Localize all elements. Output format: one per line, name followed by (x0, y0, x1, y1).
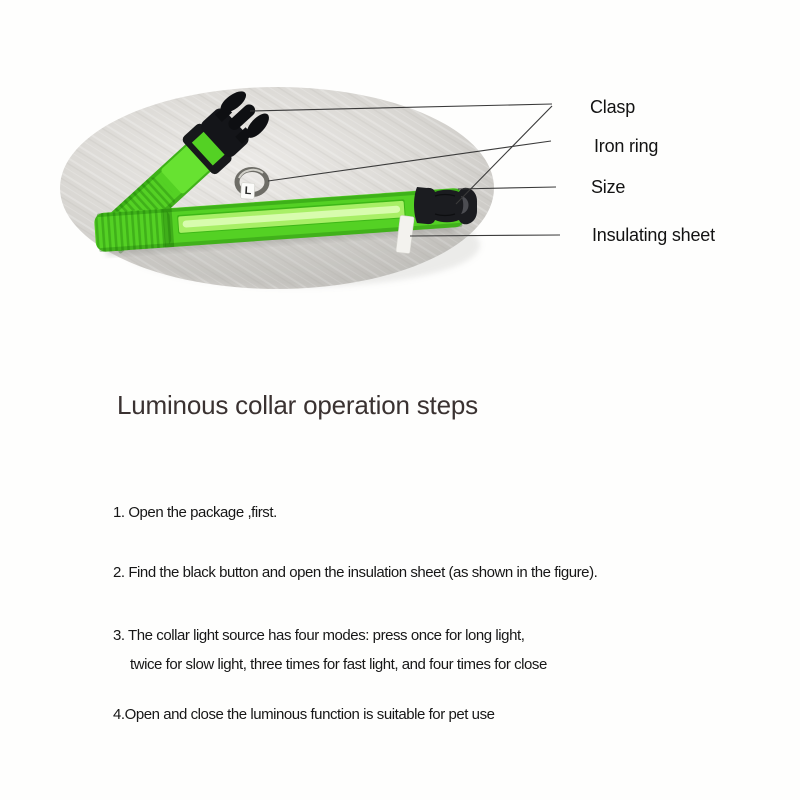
part-label-insulating-sheet: Insulating sheet (592, 225, 715, 245)
instruction-step-3 (113, 621, 547, 679)
collar-diagram (0, 0, 800, 330)
step-text: 4.Open and close the luminous function is suitable for pet use (113, 706, 495, 723)
part-label-iron-ring: Iron ring (594, 136, 659, 156)
part-label-clasp: Clasp (590, 97, 636, 117)
product-photo (0, 0, 800, 330)
size-tag-letter: L (244, 184, 252, 198)
step-text: twice for slow light, three times for fast light, and four times for close (130, 656, 547, 673)
instruction-step-4 (113, 700, 495, 729)
page-title: Luminous collar operation steps (117, 390, 478, 420)
step-text: 2. Find the black button and open the insulation sheet (as shown in the figure). (113, 564, 598, 581)
step-text: 1. Open the package ,first. (113, 504, 277, 521)
instruction-step-2 (113, 558, 597, 587)
instruction-step-1 (113, 498, 277, 527)
step-text: 3. The collar light source has four modes: press once for long light, (113, 627, 525, 644)
part-label-size: Size (591, 177, 626, 197)
